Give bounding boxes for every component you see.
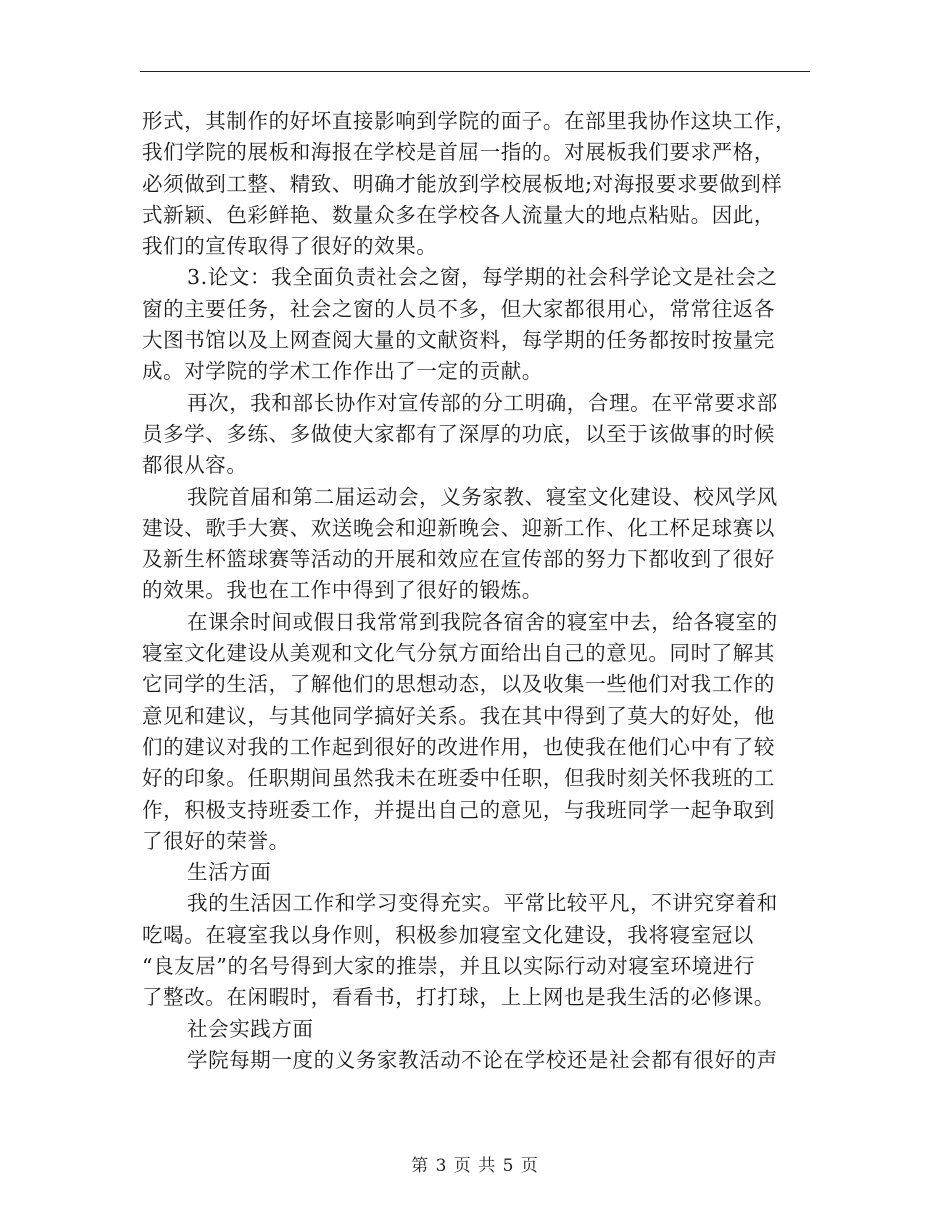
header-rule (140, 71, 810, 72)
text-line: “良友居”的名号得到大家的推崇，并且以实际行动对寝室环境进行 (142, 954, 755, 979)
text-line: 在课余时间或假日我常常到我院各宿舍的寝室中去，给各寝室的 (187, 609, 778, 634)
text-line: 吃喝。在寝室我以身作则，积极参加寝室文化建设，我将寝室冠以 (142, 922, 754, 947)
text-line: 及新生杯篮球赛等活动的开展和效应在宣传部的努力下都收到了很好 (142, 547, 775, 572)
text-line: 我们的宣传取得了很好的效果。 (142, 234, 438, 259)
text-line: 我的生活因工作和学习变得充实。平常比较平凡，不讲究穿着和 (187, 891, 778, 916)
text-line: 了整改。在闲暇时，看看书，打打球，上上网也是我生活的必修课。 (142, 985, 775, 1010)
text-line: 形式，其制作的好坏直接影响到学院的面子。在部里我协作这块工作， (142, 109, 797, 133)
text-line: 生活方面 (187, 860, 272, 885)
text-line: 必须做到工整、精致、明确才能放到学校展板地;对海报要求要做到样 (142, 171, 783, 196)
text-line: 建设、歌手大赛、欢送晚会和迎新晚会、迎新工作、化工杯足球赛以 (142, 515, 775, 540)
text-line: 学院每期一度的义务家教活动不论在学校还是社会都有很好的声 (187, 1047, 778, 1072)
text-line: 式新颖、色彩鲜艳、数量众多在学校各人流量大的地点粘贴。因此， (142, 202, 775, 227)
text-line: 了很好的荣誉。 (142, 828, 290, 853)
text-line: 窗的主要任务，社会之窗的人员不多，但大家都很用心，常常往返各 (142, 296, 775, 321)
text-line: 它同学的生活，了解他们的思想动态，以及收集一些他们对我工作的 (142, 672, 775, 697)
page-footer: 第 3 页 共 5 页 (411, 1156, 539, 1176)
text-line: 大图书馆以及上网查阅大量的文献资料，每学期的任务都按时按量完 (142, 328, 775, 353)
text-line: 们的建议对我的工作起到很好的改进作用，也使我在他们心中有了较 (142, 734, 775, 759)
text-line: 都很从容。 (142, 453, 248, 478)
text-line: 意见和建议，与其他同学搞好关系。我在其中得到了莫大的好处，他 (142, 703, 775, 728)
text-line: 我院首届和第二届运动会，义务家教、寝室文化建设、校风学风 (187, 484, 778, 509)
text-line: 成。对学院的学术工作作出了一定的贡献。 (142, 359, 543, 384)
text-line: 社会实践方面 (187, 1016, 314, 1041)
text-line: 寝室文化建设从美观和文化气分氛方面给出自己的意见。同时了解其 (142, 641, 775, 666)
text-line: 作，积极支持班委工作，并提出自己的意见，与我班同学一起争取到 (142, 797, 775, 822)
text-line: 再次，我和部长协作对宣传部的分工明确，合理。在平常要求部 (187, 390, 778, 415)
text-line: 的效果。我也在工作中得到了很好的锻炼。 (142, 578, 543, 603)
text-line: 我们学院的展板和海报在学校是首屈一指的。对展板我们要求严格， (142, 140, 775, 165)
text-line: 3.论文：我全面负责社会之窗，每学期的社会科学论文是社会之 (187, 265, 778, 290)
document-body (142, 106, 802, 1076)
text-line: 员多学、多练、多做使大家都有了深厚的功底，以至于该做事的时候 (142, 421, 775, 446)
text-line: 好的印象。任职期间虽然我未在班委中任职，但我时刻关怀我班的工 (142, 766, 775, 791)
